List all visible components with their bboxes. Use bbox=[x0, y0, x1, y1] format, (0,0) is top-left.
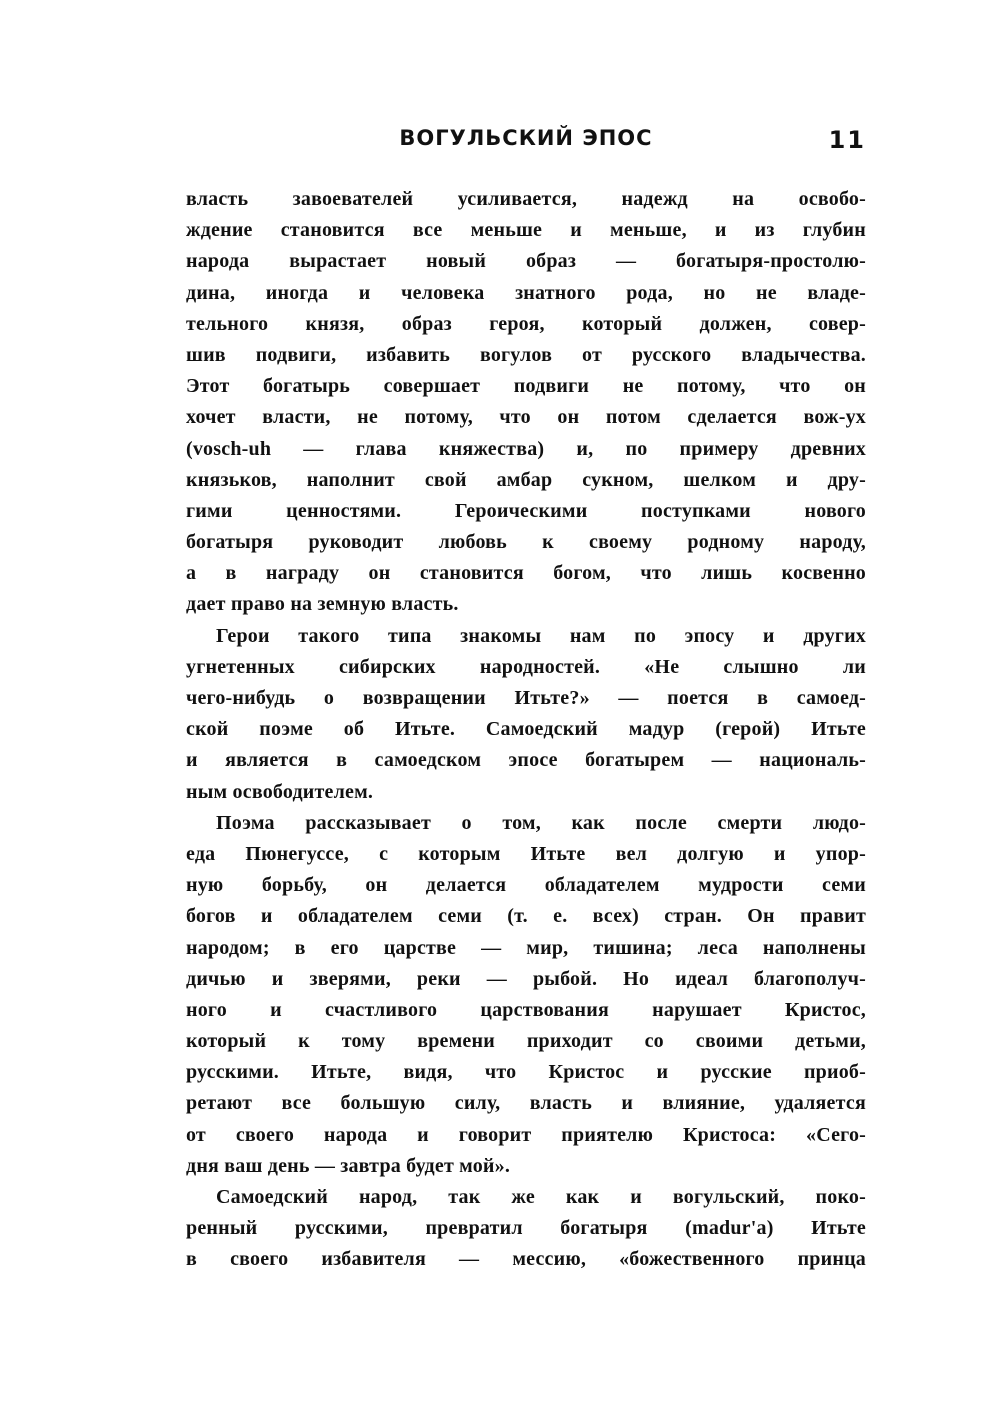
text-line: ного и счастливого царствования нарушает Кристос, bbox=[186, 998, 866, 1021]
text-line: (vosch-uh — глава княжества) и, по примеру древних bbox=[186, 437, 866, 460]
text-line: еда Пюнегуссе, с которым Итьте вел долгую и упор- bbox=[186, 842, 866, 865]
text-line: ждение становится все меньше и меньше, и из глубин bbox=[186, 219, 866, 242]
text-line: народом; в его царстве — мир, тишина; леса наполнены bbox=[186, 936, 866, 959]
text-line: Герои такого типа знакомы нам по эпосу и других bbox=[216, 624, 866, 647]
text-line: хочет власти, не потому, что он потом сделается вож-ух bbox=[186, 406, 866, 429]
running-title: ВОГУЛЬСКИЙ ЭПОС bbox=[399, 126, 653, 150]
paragraph-1 bbox=[186, 184, 866, 621]
page-number: 11 bbox=[828, 126, 866, 154]
text-line: Самоедский народ, так же как и вогульский, поко- bbox=[216, 1186, 866, 1208]
text-line: дина, иногда и человека знатного рода, но не владе- bbox=[186, 281, 866, 304]
text-line: дает право на земную власть. bbox=[186, 593, 459, 616]
text-line: народа вырастает новый образ — богатыря-простолю- bbox=[186, 250, 866, 273]
text-line: а в награду он становится богом, что лишь косвенно bbox=[186, 562, 866, 585]
paragraph-2 bbox=[186, 621, 866, 808]
text-line: угнетенных сибирских народностей. «Не слышно ли bbox=[186, 655, 866, 678]
text-line: дичью и зверями, реки — рыбой. Но идеал благополуч- bbox=[186, 967, 866, 990]
text-line: который к тому времени приходит со своими детьми, bbox=[186, 1030, 866, 1053]
text-line: чего-нибудь о возвращении Итьте?» — поется в самоед- bbox=[186, 687, 866, 709]
text-line: богов и обладателем семи (т. е. всех) стран. Он правит bbox=[186, 905, 866, 928]
text-line: от своего народа и говорит приятелю Кристоса: «Сего- bbox=[186, 1123, 866, 1146]
text-line: дня ваш день — завтра будет мой». bbox=[186, 1154, 511, 1177]
text-line: ренный русскими, превратил богатыря (madur'a) Итьте bbox=[186, 1217, 866, 1240]
text-line: Этот богатырь совершает подвиги не потому, что он bbox=[186, 375, 866, 398]
text-line: русскими. Итьте, видя, что Кристос и русские приоб- bbox=[186, 1061, 866, 1084]
text-line: и является в самоедском эпосе богатырем — националь- bbox=[186, 749, 866, 772]
text-line: Поэма рассказывает о том, как после смерти людо- bbox=[216, 811, 866, 834]
text-line: князьков, наполнит свой амбар сукном, шелком и дру- bbox=[186, 468, 866, 491]
text-line: богатыря руководит любовь к своему родному народу, bbox=[186, 531, 866, 554]
paragraph-3 bbox=[186, 808, 866, 1182]
text-line: тельного князя, образ героя, который должен, совер- bbox=[186, 312, 866, 335]
text-line: в своего избавителя — мессию, «божественного принца bbox=[186, 1248, 866, 1271]
text-line: ской поэме об Итьте. Самоедский мадур (герой) Итьте bbox=[186, 718, 866, 741]
text-line: ную борьбу, он делается обладателем мудрости семи bbox=[186, 874, 866, 897]
running-header bbox=[186, 122, 866, 162]
text-line: власть завоевателей усиливается, надежд на освобо- bbox=[186, 188, 866, 210]
text-line: гими ценностями. Героическими поступками нового bbox=[186, 499, 866, 522]
body-text bbox=[186, 184, 866, 1276]
text-line: ретают все большую силу, власть и влияние, удаляется bbox=[186, 1092, 866, 1115]
text-line: ным освободителем. bbox=[186, 780, 374, 803]
text-line: шив подвиги, избавить вогулов от русского владычества. bbox=[186, 343, 866, 366]
paragraph-4 bbox=[186, 1182, 866, 1276]
